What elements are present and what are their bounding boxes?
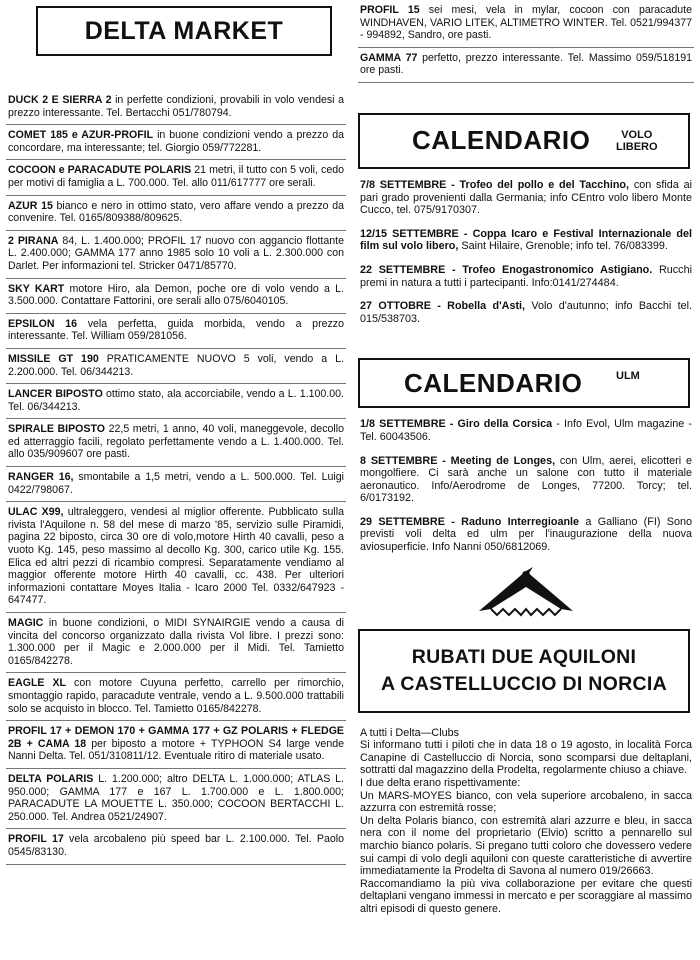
event-text: Saint Hilaire, Grenoble; info tel. 76/083399. xyxy=(458,240,668,253)
ad-item-name: GAMMA 77 xyxy=(360,51,418,64)
story-paragraph: Si informano tutti i piloti che in data 18 o 19 agosto, in località Forca Canapine di Castelluccio di Norcia, sono scomparsi due deltaplani, sottratti dal magazzino della Prodelta, regolarmente chiuso a chiave. xyxy=(360,739,692,777)
ad-item-name: DUCK 2 E SIERRA 2 xyxy=(8,94,112,106)
ad-item-name: RANGER 16, xyxy=(8,471,74,484)
delta-market-title xyxy=(36,6,332,56)
delta-market-column xyxy=(6,0,346,865)
calendar-volo-title: CALENDARIO xyxy=(412,125,591,156)
story-paragraph: I due delta erano rispettivamente: xyxy=(360,777,521,790)
calendar-volo-list xyxy=(358,179,694,325)
classified-ad xyxy=(6,613,346,673)
ad-text: perfetto, prezzo interessante. Tel. Massimo 059/518191 ore pasti. xyxy=(360,51,692,77)
calendar-event xyxy=(358,179,694,217)
classified-ad xyxy=(6,196,346,231)
classified-ad xyxy=(6,279,346,314)
ad-item-name: 2 PIRANA xyxy=(8,234,59,247)
event-text: con sfida ai pari grado provenienti dalla Germania; info CEntro volo libero Monte Cucco, tel. 075/9170307. xyxy=(360,178,692,217)
ad-item-name: SKY KART xyxy=(8,282,65,295)
classified-ad xyxy=(6,231,346,279)
ad-text: 21 metri, il tutto con 5 voli, cedo per motivi di famiglia a L. 700.000. Tel. allo 011/617777 ore serali. xyxy=(8,164,344,189)
ad-text: per biposto a motore + TYPHOON S4 large vende Nanni Delta. Tel. 051/310811/12. Eventuale ritiro di materiale usato. xyxy=(8,737,344,763)
ad-text: 84, L. 1.400.000; PROFIL 17 nuovo con aggancio flottante L. 2.400.000; GAMMA 177 anno 1985 solo 10 voli a L. 2.300.000 con Darlet. Per informazioni tel. Stricker 0471/85770. xyxy=(8,234,344,272)
ad-text: sei mesi, vela in mylar, cocoon con paracadute WINDHAVEN, VARIO LITEK, ALTIMETRO WINTER. Tel. 0521/994377 - 994892, Sandro, ore pasti. xyxy=(360,4,692,42)
event-text: Volo d'autunno; info Bacchi tel. 015/538703. xyxy=(360,300,692,325)
ad-text: ultraleggero, vendesi al miglior offerente. Pubblicato sulla rivista l'Aquilone n. 58 del mese di marzo '85, servizio sulle Piramidi, pagina 22 biposto, circa 30 ore di volo,motore Hirth 40 cavalli, peso a vuoto Kg. 145, peso massimo al decollo Kg. 300, carico utile Kg. 155. Elica ed altri pezzi di ricambio compresi. Separatamente vendiamo al maggior offerente motore Hirth 40 cavalli, cc. 438. Per ulteriori informazioni contattare Moyes Italia - Icaro 2000 Tel. 0332/647923 - 647477. xyxy=(8,506,344,607)
ad-item-name: AZUR 15 xyxy=(8,199,53,212)
classified-ad xyxy=(358,0,694,48)
story-title-line1: RUBATI DUE AQUILONI xyxy=(411,645,637,668)
ad-text: 22,5 metri, 1 anno, 40 voli, maneggevole, decollo ed atterraggio facili, regolato perfettamente vendo a L. 1.400.000. Tel. allo 035/909607 ore pasti. xyxy=(8,423,344,461)
classified-ad xyxy=(6,125,346,160)
ad-item-name: PROFIL 17 xyxy=(8,833,64,846)
ad-text: in buone condizioni, o MIDI SYNAIRGIE vendo a causa di vincita del concorso organizzato dalla rivista Vol libre. I prezzi sono: 1.300.000 per il Magic e 2.000.000 per il Midi. Tel. Tamietto 0165/842278. xyxy=(8,617,344,667)
event-heading: 12/15 SETTEMBRE - Coppa Icaro e Festival Internazionale del film sul volo libero, xyxy=(360,227,692,253)
event-heading: 22 SETTEMBRE - Trofeo Enogastronomico Astigiano. xyxy=(360,263,653,276)
story-paragraph: A tutti i Delta—Clubs xyxy=(360,726,460,739)
calendar-volo-header xyxy=(358,113,690,169)
ad-text: motore Hiro, ala Demon, poche ore di volo vendo a L. 3.500.000. Contattare Fattorini, ore serali allo 075/6040105. xyxy=(8,282,344,308)
calendar-volo-tag xyxy=(616,129,658,153)
classified-ad xyxy=(6,502,346,613)
calendar-event xyxy=(358,300,694,325)
ad-text: PRATICAMENTE NUOVO 5 voli, vendo a L. 2.200.000. Tel. 06/344213. xyxy=(8,352,344,378)
ad-item-name: MAGIC xyxy=(8,617,44,629)
classified-ad xyxy=(358,48,694,83)
ad-item-name: MISSILE GT 190 xyxy=(8,352,99,365)
classified-ad xyxy=(6,349,346,384)
ad-text: con motore Cuyuna perfetto, carrello per rimorchio, smontaggio rapido, paracadute ventrale, vendo a L. 9.500.000 trattabili solo se acquisto in blocco. Tel. Tamietto 0165/842278. xyxy=(8,677,344,715)
ad-item-name: SPIRALE BIPOSTO xyxy=(8,423,105,436)
ad-text: smontabile a 1,5 metri, vendo a L. 500.000. Tel. Luigi 0422/798067. xyxy=(8,471,344,496)
event-text: - Info Evol, Ulm magazine - Tel. 60043506. xyxy=(360,418,692,443)
delta-market-ads xyxy=(6,90,346,865)
ad-text: vela arcobaleno più speed bar L. 2.100.000. Tel. Paolo 0545/83130. xyxy=(8,833,344,858)
classified-ad xyxy=(6,673,346,721)
ad-text: L. 1.200.000; altro DELTA L. 1.000.000; ATLAS L. 950.000; GAMMA 177 e 167 L. 1.700.000 e L. 1.800.000; PARACADUTE LA MOUETTE L. 350.000; COCOON BERTACCHI L. 250.000. Tel. Andrea 0521/24907. xyxy=(8,772,345,823)
right-top-ads xyxy=(358,0,694,83)
event-text: a Galliano (FI) Sono previsti voli delta ed ulm per l'inaugurazione della nuova aviosuperficie. Info Nanni 050/6812069. xyxy=(360,515,692,554)
calendar-volo-tag-line2: LIBERO xyxy=(616,140,658,153)
event-text: con Ulm, aerei, elicotteri e mongolfiere. Ci sarà anche un salone con tutto il materiale aeronautico. Info/Aerodrome de Longes, 77200. Torcy; tel. 6/0173192. xyxy=(360,454,692,505)
story-paragraph: Raccomandiamo la più viva collaborazione per evitare che questi deltaplani vengano immessi in mercato e per scoraggiare al massimo altri episodi di questo genere. xyxy=(360,877,692,915)
ad-item-name: ULAC X99, xyxy=(8,506,64,519)
eagle-logo-icon xyxy=(471,565,581,619)
story-header xyxy=(358,629,690,713)
story-paragraph: Un delta Polaris bianco, con estremità alari azzurre e bleu, in sacca nera con il nome del proprietario (Elvio) scritto a pennarello sul marchio bianco polaris. Si pregano tutti coloro che dovessero vedere sui campi di volo degli aquiloni con queste caratteristiche di avvertire immediatamente la Prodelta di Savona al numero 019/26663. xyxy=(360,814,692,878)
calendar-ulm-title: CALENDARIO xyxy=(404,367,583,398)
classified-ad xyxy=(6,467,346,502)
story-paragraph: Un MARS-MOYES bianco, con vela superiore arcobaleno, in sacca azzurra con estremità rosse; xyxy=(360,789,692,815)
calendar-event xyxy=(358,516,694,554)
classified-ad xyxy=(6,721,346,769)
ad-text: vela perfetta, guida morbida, vendo a prezzo interessante. Tel. William 059/281056. xyxy=(8,317,344,343)
calendar-ulm-list xyxy=(358,418,694,553)
classified-ad xyxy=(6,384,346,419)
classified-ad xyxy=(6,314,346,349)
calendar-event xyxy=(358,455,694,505)
ad-item-name: EPSILON 16 xyxy=(8,317,77,330)
ad-item-name: PROFIL 17 + DEMON 170 + GAMMA 177 + GZ POLARIS + FLEDGE 2B + CAMA 18 xyxy=(8,725,344,750)
event-heading: 29 SETTEMBRE - Raduno Interregioanle xyxy=(360,515,580,528)
calendar-event xyxy=(358,264,694,289)
right-column xyxy=(358,0,694,916)
classified-ad xyxy=(6,419,346,467)
ad-item-name: PROFIL 15 xyxy=(360,4,420,16)
classified-ad xyxy=(6,160,346,195)
classified-ad xyxy=(6,769,346,829)
ad-text: in perfette condizioni, provabili in volo vendesi a prezzo interessante. Tel. Bertacchi 051/780794. xyxy=(8,94,344,119)
ad-text: ottimo stato, ala accorciabile, vendo a L. 1.100.00. Tel. 06/344213. xyxy=(8,388,344,413)
calendar-ulm-tag: ULM xyxy=(616,370,640,383)
story-body xyxy=(358,727,694,916)
event-heading: 7/8 SETTEMBRE - Trofeo del pollo e del Tacchino, xyxy=(360,178,630,191)
ad-text: in buone condizioni vendo a prezzo da concordare, ma interessante; tel. Giorgio 059/772281. xyxy=(8,129,344,154)
ad-item-name: EAGLE XL xyxy=(8,677,67,690)
ad-item-name: LANCER BIPOSTO xyxy=(8,388,103,401)
event-heading: 8 SETTEMBRE - Meeting de Longes, xyxy=(360,454,556,467)
event-heading: 27 OTTOBRE - Robella d'Asti, xyxy=(360,300,526,313)
calendar-volo-tag-line1: VOLO xyxy=(621,128,653,141)
ad-item-name: DELTA POLARIS xyxy=(8,772,94,785)
ad-item-name: COCOON e PARACADUTE POLARIS xyxy=(8,164,192,177)
ad-text: bianco e nero in ottimo stato, vero affare vendo a prezzo da convenire. Tel. 0165/809388/809625. xyxy=(8,199,344,225)
story-title-line2: A CASTELLUCCIO DI NORCIA xyxy=(381,672,667,695)
event-text: Rucchi premi in natura a tutti i partecipanti. Info:0141/274484. xyxy=(360,263,692,289)
classified-ad xyxy=(6,90,346,125)
delta-market-title-text: DELTA MARKET xyxy=(84,16,284,45)
ad-item-name: COMET 185 e AZUR-PROFIL xyxy=(8,129,154,142)
calendar-event xyxy=(358,228,694,253)
classified-ad xyxy=(6,829,346,864)
event-heading: 1/8 SETTEMBRE - Giro della Corsica xyxy=(360,418,553,431)
calendar-event xyxy=(358,418,694,443)
calendar-ulm-header xyxy=(358,358,690,408)
